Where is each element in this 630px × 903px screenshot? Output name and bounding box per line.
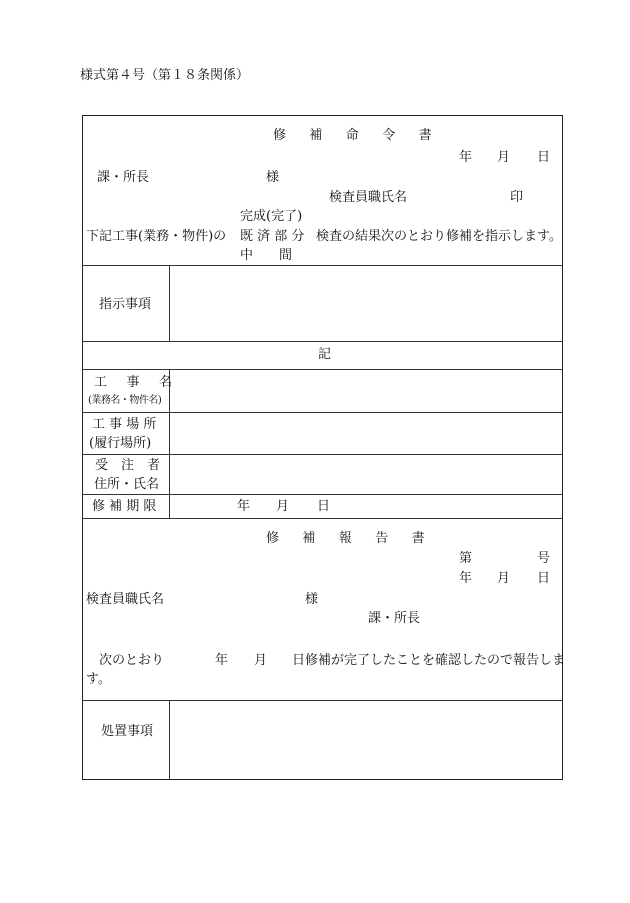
work-name-label: 工 事 名 xyxy=(94,375,176,390)
report-body-suffix-line1: 日修補が完了したことを確認したので報告しま xyxy=(292,653,566,668)
order-inspector-label: 検査員職氏名 xyxy=(329,190,408,205)
order-addressee-dept: 課・所長 xyxy=(97,170,150,185)
contractor-sub: 住所・氏名 xyxy=(94,477,160,492)
ki-note: 記 xyxy=(318,347,332,362)
order-sentence-prefix: 下記工事(業務・物件)の xyxy=(86,229,227,244)
divider-after-work-name xyxy=(82,412,563,413)
report-body-month: 月 xyxy=(254,653,268,668)
instructions-column-divider xyxy=(169,265,170,341)
divider-after-instructions xyxy=(82,341,563,342)
deadline-label: 修 補 期 限 xyxy=(92,499,157,514)
divider-after-order-header xyxy=(82,265,563,266)
report-inspector-label: 検査員職氏名 xyxy=(86,592,165,607)
form-reference: 様式第４号（第１８条関係） xyxy=(80,68,250,83)
deadline-year: 年 xyxy=(237,499,251,514)
order-date-month: 月 xyxy=(497,150,511,165)
order-sentence-suffix: 検査の結果次のとおり修補を指示します。 xyxy=(316,229,562,244)
order-addressee-honorific: 様 xyxy=(266,170,280,185)
option-partial: 既 済 部 分 xyxy=(240,229,305,244)
report-title: 修 補 報 告 書 xyxy=(266,531,430,546)
contractor-label: 受 注 者 xyxy=(95,458,161,473)
disposition-column-divider xyxy=(169,700,170,780)
seal-mark: 印 xyxy=(510,190,524,205)
deadline-day: 日 xyxy=(317,499,331,514)
report-date-month: 月 xyxy=(497,571,511,586)
work-name-sub: (業務名・物件名) xyxy=(88,395,162,406)
divider-after-contractor xyxy=(82,494,563,495)
option-mid: 中 間 xyxy=(240,248,293,263)
report-number-suffix: 号 xyxy=(537,551,551,566)
deadline-month: 月 xyxy=(276,499,290,514)
work-place-label: 工 事 場 所 xyxy=(92,417,157,432)
report-body-year: 年 xyxy=(215,653,229,668)
report-dept-head: 課・所長 xyxy=(368,611,421,626)
form-frame xyxy=(82,115,566,780)
order-date-year: 年 xyxy=(459,150,473,165)
report-number-prefix: 第 xyxy=(459,551,473,566)
report-body-prefix: 次のとおり xyxy=(99,653,165,668)
report-date-day: 日 xyxy=(537,571,551,586)
divider-before-disposition xyxy=(82,700,563,701)
divider-after-ki xyxy=(82,369,563,370)
report-body-suffix-line2: す。 xyxy=(86,672,111,687)
report-honorific: 様 xyxy=(305,592,319,607)
details-column-divider xyxy=(169,369,170,518)
work-place-sub: (履行場所) xyxy=(89,436,152,451)
disposition-label: 処置事項 xyxy=(101,724,154,739)
instructions-label: 指示事項 xyxy=(99,297,152,312)
divider-after-work-place xyxy=(82,454,563,455)
order-date-day: 日 xyxy=(537,150,551,165)
report-date-year: 年 xyxy=(459,571,473,586)
option-complete: 完成(完了) xyxy=(240,209,303,224)
order-title: 修 補 命 令 書 xyxy=(273,128,437,143)
divider-after-deadline xyxy=(82,518,563,519)
